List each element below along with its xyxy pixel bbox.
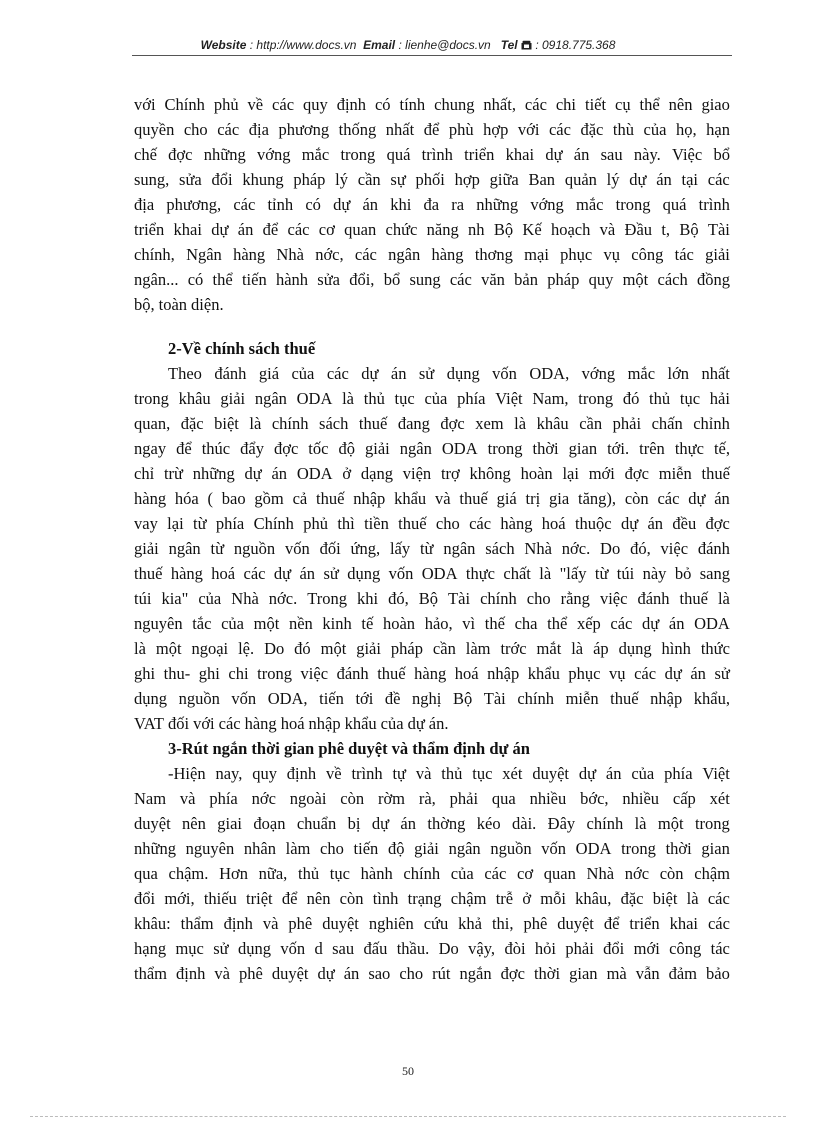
text-line: ghi thu- ghi chi trong việc đánh thuế hàng hoá nhập khẩu phục vụ các dự án sử (134, 664, 730, 683)
document-body (134, 92, 730, 986)
email-value: : lienhe@docs.vn (398, 38, 491, 52)
text-line: vay lại từ phía Chính phủ thì tiền thuế cho các hàng hoá thuộc dự án đều đợc (134, 514, 730, 533)
website-value: : http://www.docs.vn (249, 38, 357, 52)
text-line: ngay để thúc đẩy đợc tốc độ giải ngân ODA trong thời gian tới. trên thực tế, (134, 439, 730, 458)
paragraph (134, 361, 730, 736)
text-line: triển khai dự án để các cơ quan chức năng nh Bộ Kế hoạch và Đầu t, Bộ Tài (134, 220, 730, 239)
footer-divider (30, 1116, 786, 1117)
text-line: VAT đối với các hàng hoá nhập khẩu của dự án. (134, 714, 449, 733)
text-line: quyền cho các địa phương thống nhất để phù hợp với các đặc thù của họ, hạn (134, 120, 730, 139)
text-line: thẩm định và phê duyệt dự án sao cho rút ngắn đợc thời gian mà vẫn đảm bảo (134, 964, 730, 983)
text-line: hàng hóa ( bao gồm cả thuế nhập khẩu và thuế giá trị gia tăng), còn các dự án (134, 489, 730, 508)
tel-value: : 0918.775.368 (535, 38, 616, 52)
text-line: ngân... có thể tiến hành sửa đổi, bổ sung các văn bản pháp quy một cách đồng (134, 270, 730, 289)
paragraph (134, 92, 730, 317)
text-line: thuế hàng hoá các dự án sử dụng vốn ODA thực chất là "lấy từ túi này bỏ sang (134, 564, 730, 583)
text-line: sung, sửa đổi khung pháp lý cần sự phối hợp giữa Ban quản lý dự án tại các (134, 170, 730, 189)
email-label: Email (363, 38, 396, 52)
text-line: Nam và phía nớc ngoài còn rờm rà, phải qua nhiều bớc, nhiều cấp xét (134, 789, 730, 808)
page-number: 50 (402, 1064, 414, 1078)
paragraph (134, 761, 730, 986)
text-line: chỉ trừ những dự án ODA ở dạng viện trợ không hoàn lại mới đợc miễn thuế (134, 464, 730, 483)
text-line: đổi mới, thiếu triệt để nên còn tình trạng chậm trễ ở mỗi khâu, đặc biệt là các (134, 889, 730, 908)
text-line: túi kia" của Nhà nớc. Trong khi đó, Bộ Tài chính cho rằng việc đánh thuế là (134, 589, 730, 608)
section-heading: 3-Rút ngắn thời gian phê duyệt và thẩm định dự án (168, 739, 530, 758)
text-line: Theo đánh giá của các dự án sử dụng vốn ODA, vớng mắc lớn nhất (168, 364, 730, 383)
text-line: chế đợc những vớng mắc trong quá trình triển khai dự án sau này. Việc bổ (134, 145, 730, 164)
text-line: chính, Ngân hàng Nhà nớc, các ngân hàng thơng mại phục vụ công tác giải (134, 245, 730, 264)
text-line: giải ngân từ nguồn vốn đối ứng, lấy từ ngân sách Nhà nớc. Do đó, việc đánh (134, 539, 730, 558)
phone-icon (521, 40, 532, 50)
text-line: trong khâu giải ngân ODA là thủ tục của phía Việt Nam, trong đó thủ tục hải (134, 389, 730, 408)
text-line: những nguyên nhân làm cho tiến độ giải ngân nguồn vốn ODA trong thời gian (134, 839, 730, 858)
paragraph-gap (134, 317, 730, 336)
text-line: bộ, toàn diện. (134, 295, 224, 314)
website-label: Website (200, 38, 247, 52)
text-line: với Chính phủ về các quy định có tính chung nhất, các chi tiết cụ thể nên giao (134, 95, 730, 114)
tel-label: Tel (500, 38, 518, 52)
text-line: hạng mục sử dụng vốn d sau đấu thầu. Do vậy, đòi hỏi phải đổi mới công tác (134, 939, 730, 958)
header-divider (132, 55, 732, 56)
text-line: nguyên tắc của một nền kinh tế hoàn hảo, vì thế cha thể xếp các dự án ODA (134, 614, 730, 633)
text-line: địa phương, các tỉnh có dự án khi đa ra những vớng mắc trong quá trình (134, 195, 730, 214)
text-line: qua chậm. Hơn nữa, thủ tục hành chính của các cơ quan Nhà nớc còn chậm (134, 864, 730, 883)
text-line: dụng nguồn vốn ODA, tiến tới đề nghị Bộ Tài chính miễn thuế nhập khẩu, (134, 689, 730, 708)
text-line: là một ngoại lệ. Do đó một giải pháp cần làm trớc mắt là áp dụng hình thức (134, 639, 730, 658)
text-line: quan, đặc biệt là chính sách thuế đang đợc xem là khâu cần phải chấn chỉnh (134, 414, 730, 433)
text-line: khâu: thẩm định và phê duyệt nghiên cứu khả thi, phê duyệt để triển khai các (134, 914, 730, 933)
page-header (0, 38, 816, 52)
section-heading: 2-Về chính sách thuế (168, 339, 316, 358)
text-line: duyệt nên giai đoạn chuẩn bị dự án thờng kéo dài. Đây chính là một trong (134, 814, 730, 833)
text-line: -Hiện nay, quy định về trình tự và thủ tục xét duyệt dự án của phía Việt (168, 764, 730, 783)
